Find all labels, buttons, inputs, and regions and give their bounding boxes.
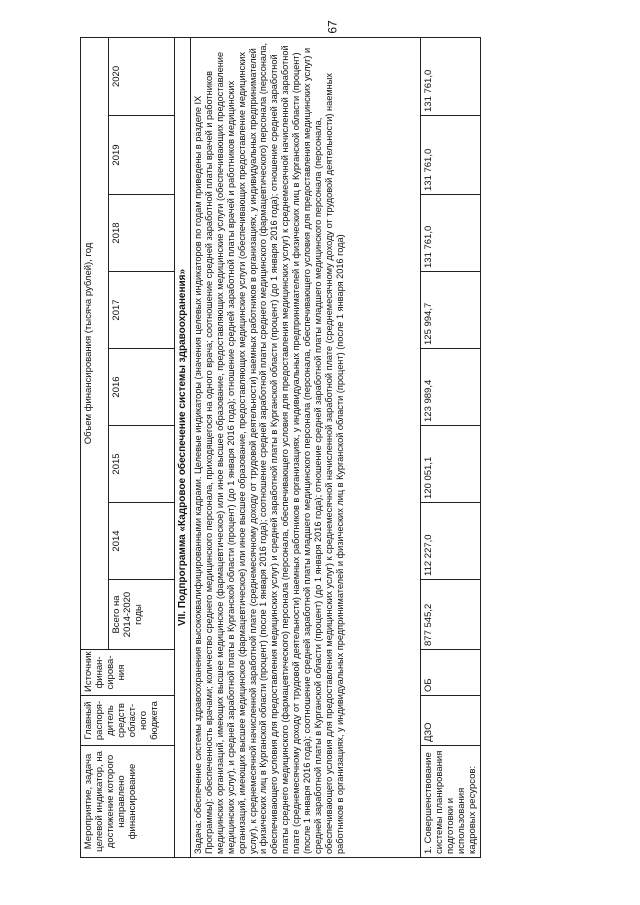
header-volume: Объем финансирования (тысяча рублей), год [81,37,109,649]
header-manager: Главный распоря-дитель средств област-ного бюджета [81,696,175,746]
header-year: 2018 [109,195,175,272]
page-number: 67 [325,20,340,34]
row1-value: 131 761,0 [421,37,481,115]
row1-value: 125 994,7 [421,272,481,349]
header-year: 2016 [109,349,175,426]
header-year: 2014 [109,503,175,580]
header-event: Мероприятие, задача целевой индикатор, на достижение которого направлено финансирование [81,746,175,858]
header-year: 2015 [109,426,175,503]
task-description: Задача: обеспечение системы здравоохранения высококвалифицированными кадрами. Целевые индикаторы (значения целевых индикаторов по годам приведены в разделе IX Программы): обеспеченность врачами; количество среднего медицинского персонала, приходящегося на одного врача; соотношение средней заработной платы врачей и работников медицинских организаций, имеющих высшее медицинское (фармацевтическое) или иное высшее образование, предоставляющих медицинские услуги (обеспечивающих предоставление медицинских услуг), и средней заработной платы в Курганской области (процент) (до 1 января 2016 года); отношение средней заработной платы врачей и работников медицинских организаций, имеющих высшее медицинское (фармацевтическое) или иное высшее образование, предоставляющих медицинские услуги (обеспечивающих предоставление медицинских услуг), к среднемесячной начисленной заработной плате (среднемесячному доходу от трудовой деятельности) наемных работников в организациях, у индивидуальных предпринимателей и физических лиц в Курганской области (процент) (после 1 января 2016 года); соотношение средней заработной платы среднего медицинского (фармацевтического) персонала (персонала, обеспечивающего условия для предоставления медицинских услуг) и средней заработной платы в Курганской области (процент) (до 1 января 2016 года); отношение средней заработной платы среднего медицинского (фармацевтического) персонала (персонала, обеспечивающего условия для предоставления медицинских услуг) к среднемесячной начисленной заработной плате (среднемесячному доходу от трудовой деятельности) наемных работников в организациях, у индивидуальных предпринимателей и физических лиц в Курганской области (процент) (после 1 января 2016 года); соотношение средней заработной платы младшего медицинского персонала (персонала, обеспечивающего условия для предоставления медицинских услуг) и средней заработной платы в Курганской области (процент) (до 1 января 2016 года); отношение средней заработной платы младшего медицинского персонала (персонала, обеспечивающего условия для предоставления медицинских услуг) к среднемесячной начисленной заработной плате (среднемесячному доходу от трудовой деятельности) наемных работников в организациях, у индивидуальных предпринимателей и физических лиц в Курганской области (процент) (после 1 января 2016 года) [191,37,421,857]
header-year: 2017 [109,272,175,349]
header-year: 2019 [109,116,175,195]
row1-total: 877 545,2 [421,580,481,650]
rotated-table-container [80,38,490,858]
row1-value: 131 761,0 [421,195,481,272]
header-source: Источник финан-сирова-ния [81,650,175,696]
financing-table [80,37,481,858]
row1-value: 131 761,0 [421,116,481,195]
header-year: 2020 [109,37,175,115]
row1-event: 1. Совершенствование системы планирования подготовки и использования кадровых ресурсов: [421,746,481,858]
row1-value: 120 051,1 [421,426,481,503]
subprogram-title: VII. Подпрограмма «Кадровое обеспечение системы здравоохранения» [175,37,191,857]
row1-value: 112 227,0 [421,503,481,580]
row1-source: ОБ [421,650,481,696]
row1-manager: ДЗО [421,696,481,746]
row1-value: 123 989,4 [421,349,481,426]
header-total: Всего на 2014-2020 годы [109,580,175,650]
